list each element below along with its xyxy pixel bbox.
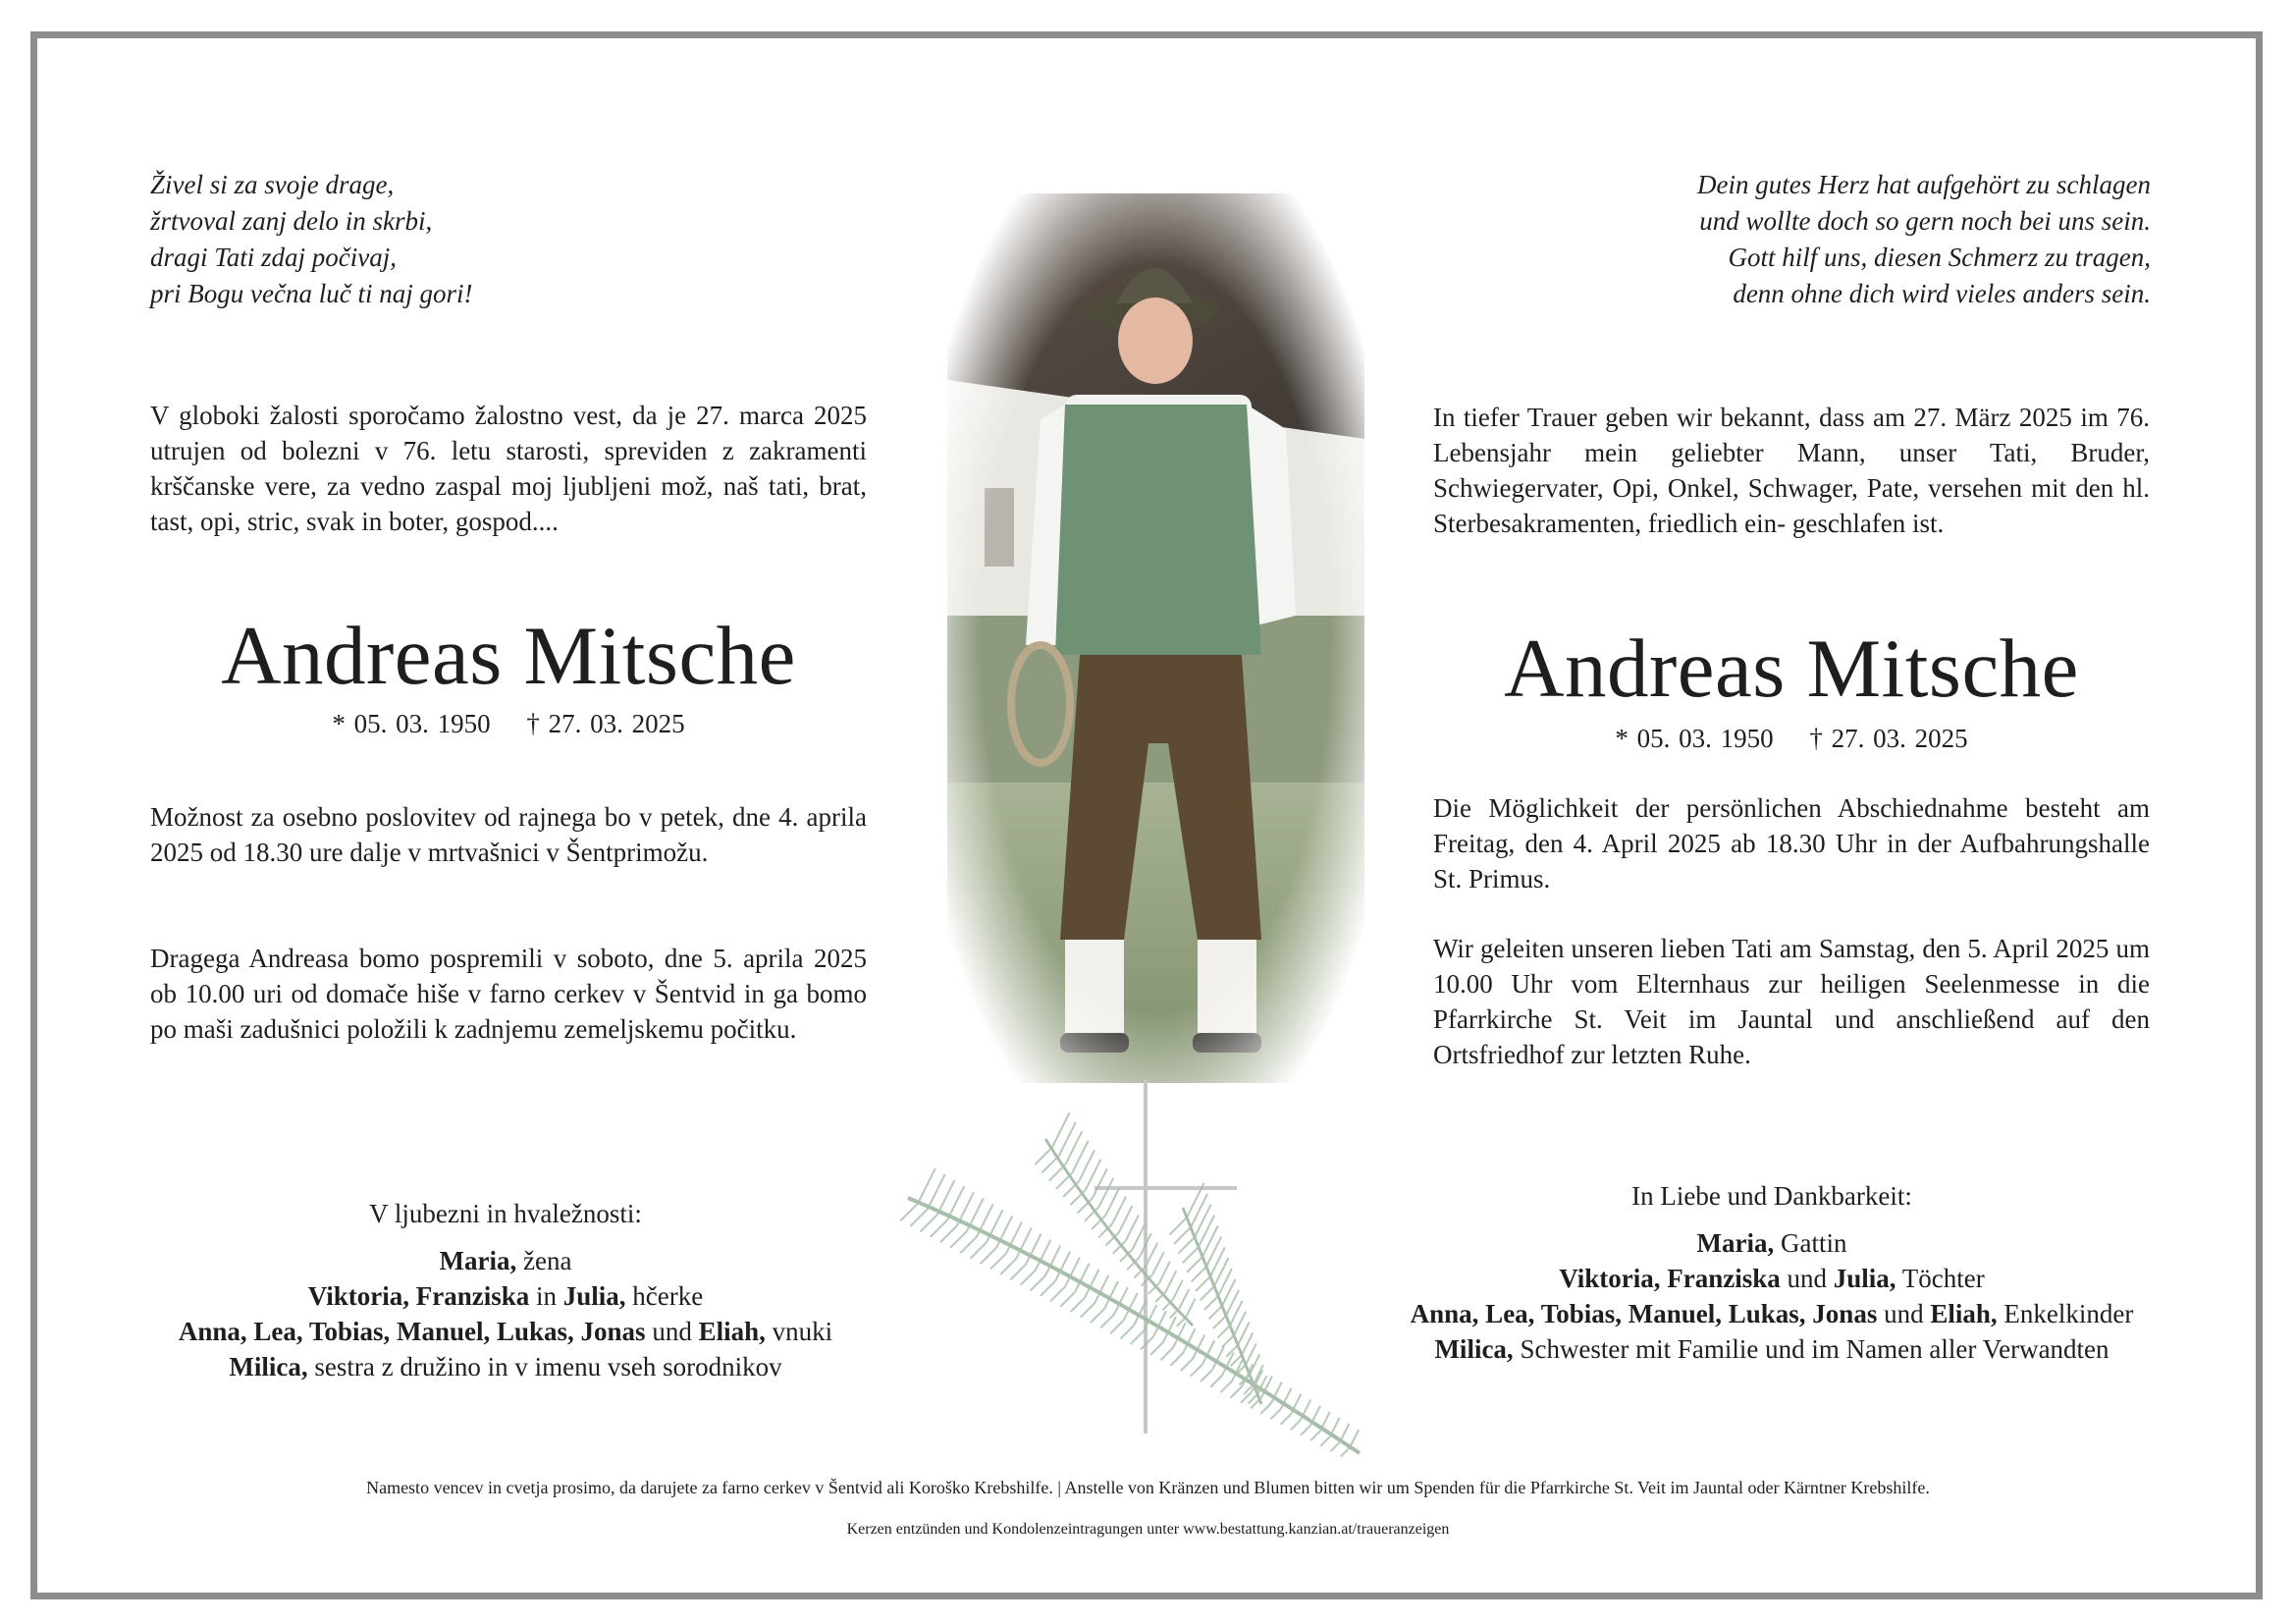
fir-needle [1206, 1236, 1221, 1267]
fir-needle [1063, 1181, 1079, 1197]
dates-right [1433, 722, 2150, 755]
fir-needle [931, 1220, 947, 1237]
fir-needle [1152, 1252, 1163, 1274]
fir-needle [1010, 1265, 1026, 1280]
fir-needle [1320, 1436, 1330, 1446]
fir-needle [1340, 1424, 1349, 1442]
fir-needle [1133, 1224, 1146, 1249]
fir-branch-cross-icon [898, 1080, 1369, 1468]
poem-left [150, 167, 562, 312]
mourner-line: Milica, Schwester mit Familie und im Namen aller Verwandten [1434, 1334, 2109, 1364]
birth-date: * 05. 03. 1950 [332, 709, 491, 738]
fir-needle [910, 1209, 928, 1226]
mourner-line: Maria, žena [439, 1246, 572, 1275]
dates-left [150, 707, 867, 740]
viewing-left: Možnost za osebno poslovitev od rajnega bo v petek, dne 4. aprila 2025 od 18.30 ure dalje v mrtvašnici v Šentprimožu. [150, 802, 867, 867]
fir-needle [1213, 1316, 1226, 1328]
birth-date: * 05. 03. 1950 [1615, 724, 1774, 753]
fir-needle [1121, 1326, 1135, 1339]
fir-needle [1350, 1430, 1359, 1447]
fir-needle [1260, 1403, 1271, 1414]
fir-needle [1056, 1173, 1072, 1189]
fir-needle [1196, 1276, 1210, 1291]
portrait-photo [947, 193, 1364, 1083]
online-condolence-note: Kerzen entzünden und Kondolenzeintragungen unter www.bestattung.kanzian.at/traueranzeigen [846, 1521, 1450, 1538]
fir-needle [1131, 1331, 1144, 1344]
fir-needle [1201, 1370, 1212, 1381]
fir-needle [1100, 1315, 1114, 1328]
fir-needle [990, 1254, 1006, 1270]
fir-needle [1341, 1447, 1350, 1456]
mourners-right [1315, 1178, 2228, 1367]
fir-needle [950, 1231, 967, 1248]
fir-needle [1220, 1381, 1232, 1393]
death-date: † 27. 03. 2025 [526, 709, 685, 738]
fir-needle [1270, 1409, 1281, 1420]
fir-needle [1195, 1205, 1211, 1237]
fir-needle [1201, 1286, 1214, 1300]
announcement-left: V globoki žalosti sporočamo žalostno vest, da je 27. marca 2025 utrujen od bolezni v 76. letu starosti, spreviden z zakramenti krščanske vere, za vedno zaspal moj ljubljeni mož, naš tati, brat, tast, opi, stric, svak in boter, gospod.... [150, 401, 867, 536]
poem-line: denn ohne dich wird vieles anders sein. [1733, 279, 2151, 308]
fir-needle [1170, 1353, 1183, 1366]
fir-needle [1186, 1299, 1195, 1318]
fir-needle [1301, 1426, 1310, 1435]
mourner-line: Anna, Lea, Tobias, Manuel, Lukas, Jonas und Eliah, Enkelkinder [1410, 1299, 2134, 1328]
fir-needle [1179, 1289, 1189, 1309]
fir-needle [1183, 1247, 1199, 1263]
fir-needle [1217, 1326, 1230, 1338]
fir-needle [1310, 1431, 1320, 1440]
fir-needle [1110, 1320, 1124, 1333]
deceased-name-left: Andreas Mitsche [221, 610, 796, 702]
fir-needle [981, 1248, 996, 1264]
fir-needle [1191, 1194, 1207, 1227]
fir-needle [1071, 1298, 1085, 1312]
fir-needle [1331, 1442, 1340, 1451]
fir-needle [1174, 1227, 1191, 1244]
mourner-line: Viktoria, Franziska in Julia, hčerke [307, 1281, 704, 1311]
fir-needle [1060, 1292, 1075, 1307]
mourner-line: Anna, Lea, Tobias, Manuel, Lukas, Jonas und Eliah, vnuki [178, 1317, 833, 1346]
fir-needle [1199, 1216, 1214, 1247]
fir-needle [1160, 1348, 1173, 1361]
fir-needle [921, 1215, 937, 1231]
fir-needle [1041, 1156, 1058, 1172]
fir-needle [1210, 1247, 1225, 1276]
fir-needle [1159, 1262, 1170, 1283]
fir-needle [1281, 1414, 1291, 1424]
funeral-right: Wir geleiten unseren lieben Tati am Samstag, den 5. April 2025 um 10.00 Uhr vom Elternhaus zur heiligen Seelenmesse in die Pfarrkirche St. Veit im Jauntal und anschließend auf den Ortsfriedhof zur letzten Ruhe. [1433, 934, 2150, 1069]
fir-needle [1210, 1376, 1222, 1387]
fir-needle [1173, 1280, 1183, 1300]
mourner-line: Maria, Gattin [1696, 1228, 1847, 1258]
funeral-left: Dragega Andreasa bomo pospremili v soboto, dne 5. aprila 2025 ob 10.00 uri od domače hiše v farno cerkev v Šentvid in ga bomo po maši zadušnici položili k zadnjemu zemeljskemu počitku. [150, 944, 867, 1044]
poem-line: und wollte doch so gern noch bei uns sein. [1699, 206, 2151, 236]
fir-needle [1166, 1271, 1177, 1291]
fir-needle [1031, 1275, 1045, 1290]
fir-needle [1250, 1354, 1259, 1375]
fir-needle [1081, 1303, 1095, 1317]
poem-line: Dein gutes Herz hat aufgehört zu schlagen [1697, 170, 2151, 199]
fir-needle [1050, 1286, 1065, 1301]
fir-needle [1222, 1335, 1234, 1347]
fir-needle [1209, 1306, 1223, 1320]
fir-needle [1231, 1386, 1242, 1397]
fir-needle [1246, 1343, 1256, 1365]
poem-line: pri Bogu večna luč ti naj gori! [150, 279, 473, 308]
viewing-right: Die Möglichkeit der persönlichen Abschiednahme besteht am Freitag, den 4. April 2025 ab 18.30 Uhr in der Aufbahrungshalle St. Primus. [1433, 793, 2150, 893]
fir-needle [1000, 1259, 1016, 1274]
fir-needle [1191, 1365, 1202, 1377]
fir-needle [1330, 1418, 1340, 1436]
fir-needle [1049, 1164, 1066, 1181]
mourners-intro: In Liebe und Dankbarkeit: [1631, 1181, 1912, 1211]
deceased-name-right: Andreas Mitsche [1504, 623, 2079, 715]
fir-needle [1178, 1237, 1195, 1254]
fir-needle [1041, 1281, 1055, 1296]
death-date: † 27. 03. 2025 [1809, 724, 1968, 753]
fir-needle [1170, 1309, 1180, 1319]
fir-needle [940, 1225, 957, 1242]
poem-line: Gott hilf uns, diesen Schmerz zu tragen, [1728, 243, 2151, 272]
fir-needle [960, 1237, 977, 1254]
poem-line: dragi Tati zdaj počivaj, [150, 243, 398, 272]
fir-needle [1091, 1309, 1104, 1323]
mourner-line: Milica, sestra z družino in v imenu vseh sorodnikov [229, 1352, 782, 1381]
donation-note: Namesto vencev in cvetja prosimo, da darujete za farno cerkev v Šentvid ali Koroško Krebshilfe. | Anstelle von Kränzen und Blumen bitten wir um Spenden für die Pfarrkirche St. Veit im Jauntal oder Kärntner Krebshilfe. [366, 1478, 1930, 1497]
fir-needle [1242, 1333, 1253, 1356]
fir-needle [1112, 1197, 1126, 1224]
fir-needle [900, 1204, 918, 1221]
fir-needle [1169, 1218, 1187, 1235]
fir-needle [1204, 1296, 1218, 1310]
fir-needle [1021, 1270, 1036, 1284]
fir-needle [1291, 1420, 1301, 1430]
fir-needle [1254, 1365, 1263, 1384]
mourners-intro: V ljubezni in hvaležnosti: [369, 1199, 642, 1228]
fir-needle [1187, 1257, 1202, 1272]
fir-needle [1150, 1342, 1163, 1355]
fir-needle [1119, 1206, 1133, 1232]
fir-needle [1146, 1243, 1157, 1267]
mourner-line: Viktoria, Franziska und Julia, Töchter [1559, 1264, 1985, 1293]
fir-needle [971, 1242, 987, 1258]
announcement-right: In tiefer Trauer geben wir bekannt, dass am 27. März 2025 im 76. Lebensjahr mein geliebter Mann, unser Tati, Bruder, Schwiegervater, Opi, Onkel, Schwager, Pate, versehen mit den hl. Sterbesakramenten, friedlich ein- geschlafen ist. [1433, 403, 2150, 538]
fir-needle [1202, 1226, 1218, 1258]
poem-right [1601, 167, 2151, 312]
fir-needle [1126, 1215, 1139, 1240]
mourners-left [88, 1196, 923, 1384]
poem-line: žrtvoval zanj delo in skrbi, [150, 206, 433, 236]
fir-needle [1181, 1359, 1193, 1371]
fir-needle [1035, 1148, 1052, 1165]
fir-needle [1052, 1112, 1070, 1147]
fir-needle [1192, 1267, 1206, 1281]
poem-line: Živel si za svoje drage, [150, 170, 395, 199]
